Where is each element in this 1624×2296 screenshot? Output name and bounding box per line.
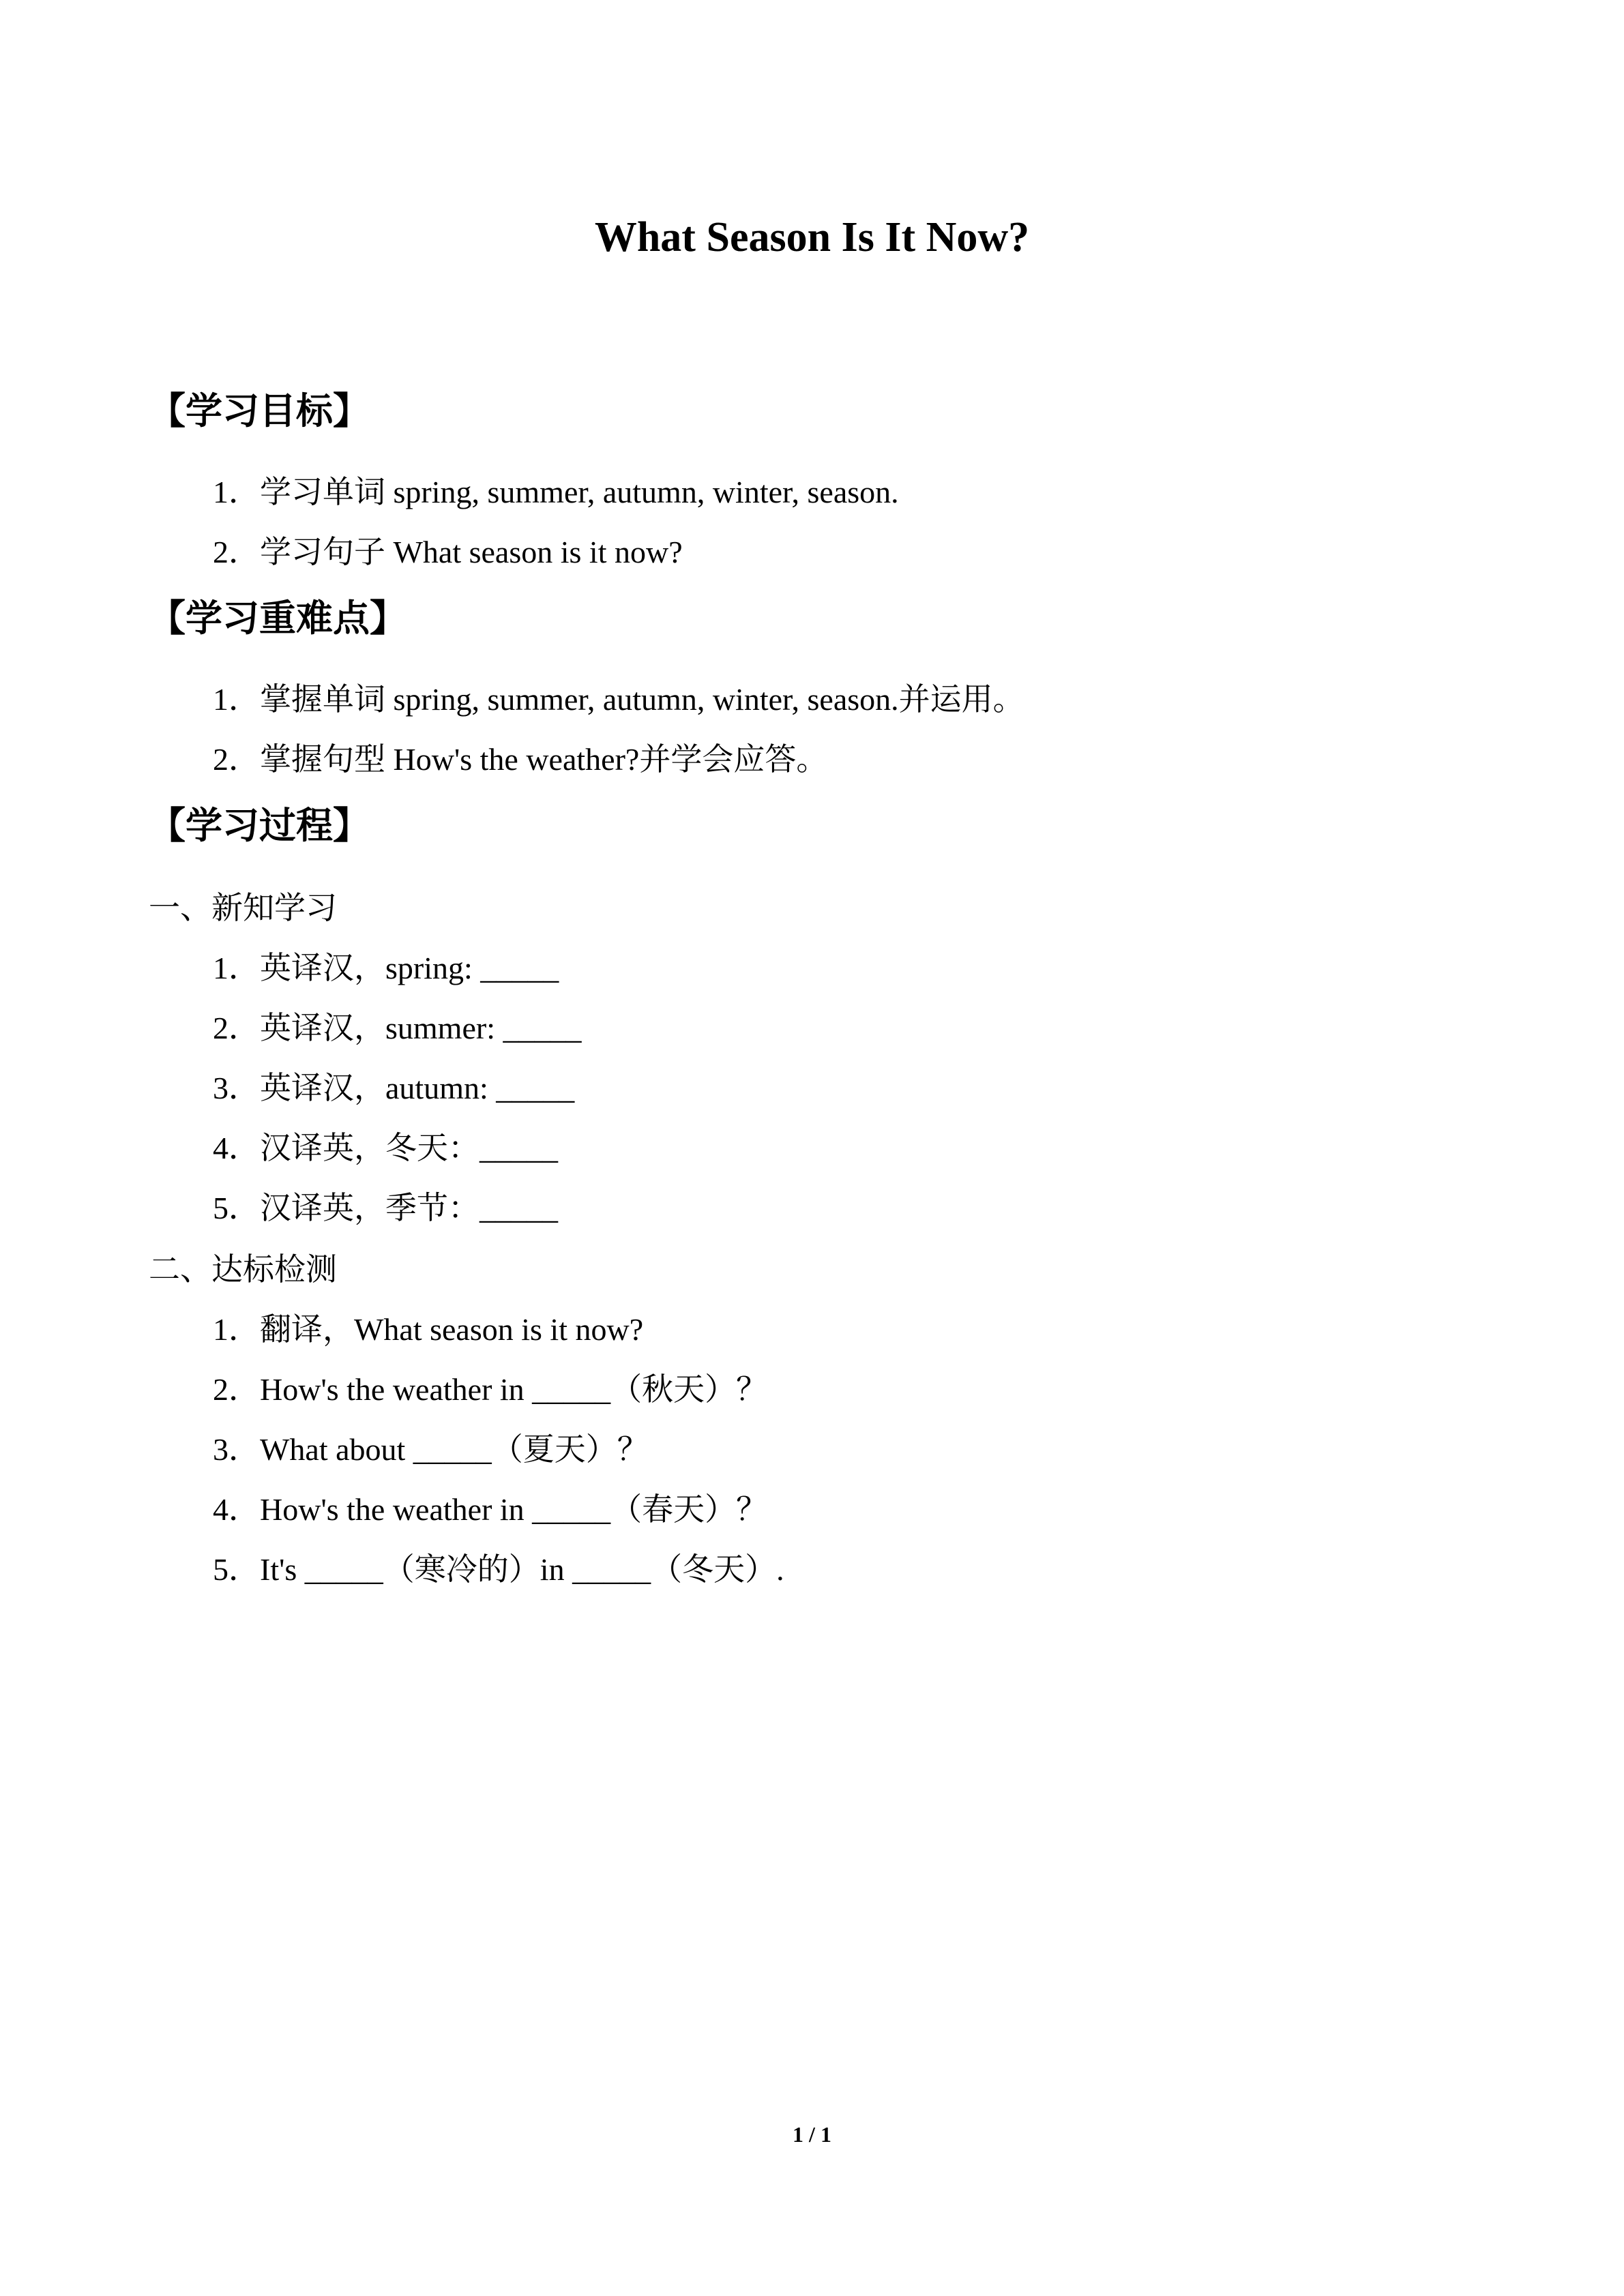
subsection-label-new-knowledge: 一、新知学习 [149,891,337,925]
page-number: 1 / 1 [793,2122,831,2147]
objective-item-2: 2．学习句子 What season is it now? [213,535,683,569]
key-point-item-2: 2．掌握句型 How's the weather?并学会应答。 [213,742,828,777]
new-knowledge-item-1: 1．英译汉，spring: _____ [213,951,559,985]
assessment-item-3: 3．What about _____（夏天）？ [213,1432,649,1467]
new-knowledge-item-4: 4．汉译英，冬天：_____ [213,1131,558,1165]
assessment-item-5: 5．It's _____（寒冷的）in _____（冬天）. [213,1552,784,1587]
section-heading-key-points: 【学习重难点】 [149,597,407,640]
section-heading-objectives: 【学习目标】 [149,389,370,432]
new-knowledge-item-3: 3．英译汉，autumn: _____ [213,1071,575,1105]
section-heading-process: 【学习过程】 [149,804,370,847]
subsection-label-assessment: 二、达标检测 [149,1252,337,1287]
document-title: What Season Is It Now? [594,214,1030,260]
assessment-item-2: 2．How's the weather in _____（秋天）？ [213,1372,768,1407]
new-knowledge-item-5: 5．汉译英，季节：_____ [213,1191,558,1225]
new-knowledge-item-2: 2．英译汉，summer: _____ [213,1011,582,1045]
assessment-item-4: 4．How's the weather in _____（春天）？ [213,1492,768,1527]
assessment-item-1: 1．翻译，What season is it now? [213,1312,644,1347]
objective-item-1: 1．学习单词 spring, summer, autumn, winter, season. [213,475,899,509]
key-point-item-1: 1．掌握单词 spring, summer, autumn, winter, season.并运用。 [213,682,1024,717]
